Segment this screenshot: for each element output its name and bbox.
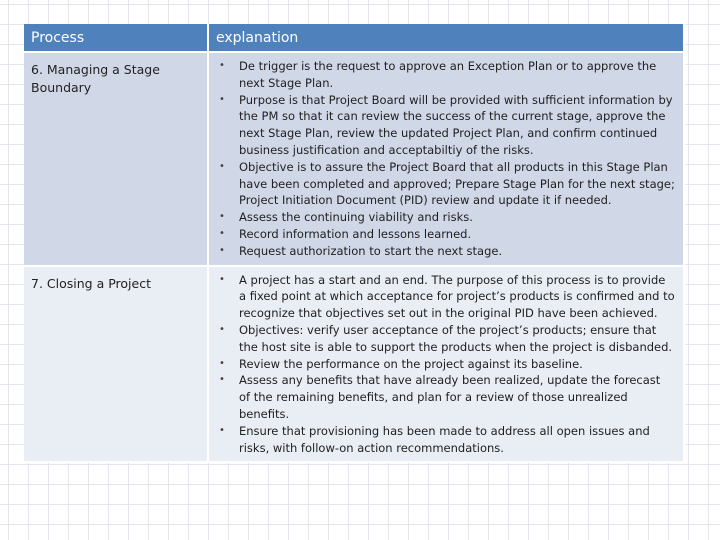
process-name: 7. Closing a Project [24, 266, 208, 463]
table-row [24, 52, 684, 266]
header-explanation: explanation [208, 24, 684, 52]
bullet-text: De trigger is the request to approve an Exception Plan or to approve the next Stage Plan. [239, 59, 657, 90]
bullet-text: Record information and lessons learned. [239, 226, 472, 241]
bullet-icon: • [219, 323, 225, 335]
bullet-text: Assess the continuing viability and risks. [239, 210, 473, 225]
bullet-icon: • [219, 424, 225, 436]
bullet-text: Request authorization to start the next stage. [239, 243, 503, 258]
table-row [24, 266, 684, 463]
list-item [217, 159, 675, 209]
list-item [217, 423, 675, 457]
bullet-icon: • [219, 273, 225, 285]
table-header-row [24, 24, 684, 52]
bullet-icon: • [219, 93, 225, 105]
bullet-icon: • [219, 357, 225, 369]
list-item [217, 58, 675, 92]
bullet-icon: • [219, 160, 225, 172]
bullet-text: Purpose is that Project Board will be provided with sufficient information by the PM so that it can review the success of the current stage, approve the next Stage Plan, review the updated Project Plan, and confirm continued business justification and acceptabiltiy of the risks. [239, 92, 673, 157]
list-item [217, 92, 675, 159]
process-name: 6. Managing a Stage Boundary [24, 52, 208, 266]
bullet-text: Ensure that provisioning has been made to address all open issues and risks, with follow-on action recommendations. [239, 423, 650, 455]
process-table [24, 24, 685, 463]
list-item [217, 226, 675, 243]
list-item [217, 272, 675, 322]
bullet-icon: • [219, 374, 225, 386]
list-item [217, 372, 675, 422]
bullet-text: Assess any benefits that have already been realized, update the forecast of the remaining benefits, and plan for a review of those unrealized benefits. [239, 373, 661, 421]
bullet-icon: • [219, 244, 225, 256]
bullet-icon: • [219, 60, 225, 71]
explanation-cell [208, 52, 684, 266]
bullet-icon: • [219, 211, 225, 223]
bullet-list [217, 272, 675, 457]
bullet-text: Review the performance on the project against its baseline. [239, 356, 583, 371]
explanation-cell [208, 266, 684, 463]
bullet-icon: • [219, 227, 225, 239]
list-item [217, 322, 675, 356]
header-process: Process [24, 24, 208, 52]
bullet-text: Objective is to assure the Project Board that all products in this Stage Plan have been completed and approved; Prepare Stage Plan for the next stage; Project Initiation Document (PID) review and update it if needed. [239, 159, 675, 208]
bullet-list [217, 58, 675, 260]
list-item [217, 209, 675, 226]
list-item [217, 243, 675, 260]
bullet-text: Objectives: verify user acceptance of the project’s products; ensure that the host site is able to support the products when the project is disbanded. [239, 322, 673, 354]
bullet-text: A project has a start and an end. The purpose of this process is to provide a fixed point at which acceptance for project’s products is confirmed and to recognize that objectives set out in the original PID have been achieved. [239, 272, 675, 321]
list-item [217, 356, 675, 373]
